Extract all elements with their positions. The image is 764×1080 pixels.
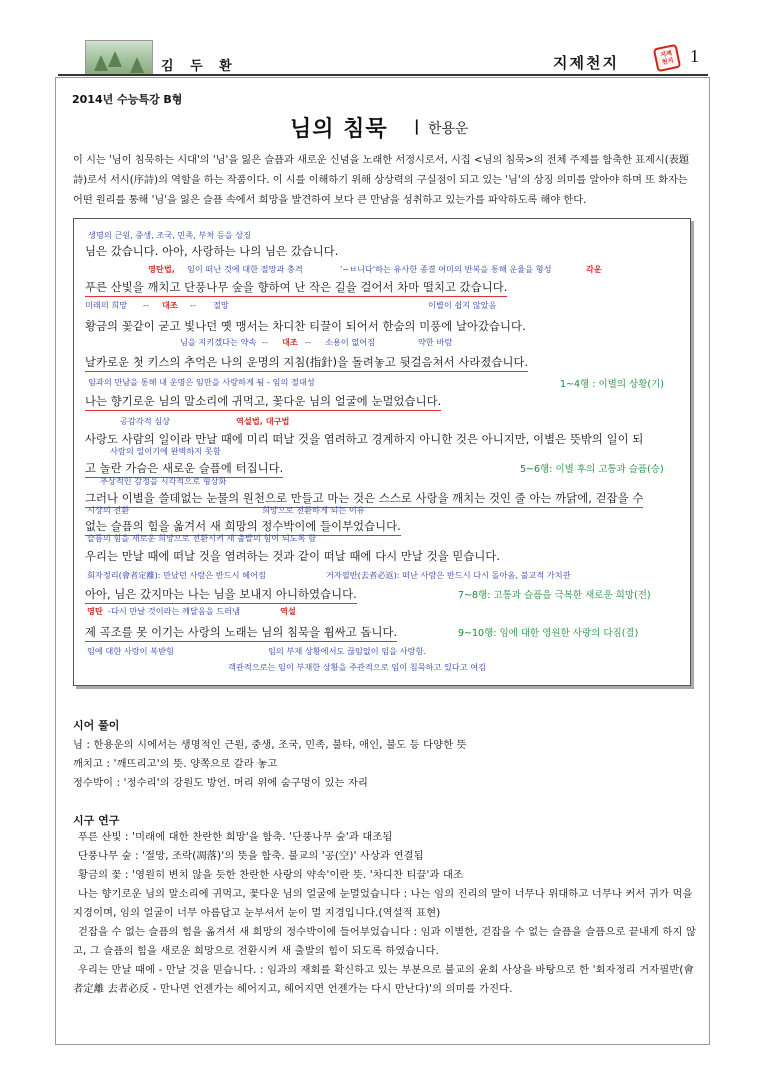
annotation: 거자필반(去者必返): 떠난 사람은 반드시 다시 돌아옴, 불교적 가치관: [326, 570, 571, 580]
annotation: 임과의 만남을 통해 내 운명은 임만을 사랑하게 됨 - 임의 절대성: [88, 377, 315, 387]
annotation: 대조: [162, 300, 178, 310]
annotation: 역설: [280, 606, 296, 616]
annotation: 시상의 전환: [87, 505, 130, 515]
section-label: 9~10행: 임에 대한 영원한 사랑의 다짐(결): [458, 628, 639, 639]
annotation: 이별이 쉽지 않았음: [428, 300, 497, 310]
header-brand: 지제천지: [553, 54, 619, 72]
annotation: 추상적인 감정을 시각적으로 형상화: [100, 476, 227, 486]
section-label: 5~6행: 이별 후의 고통과 슬픔(승): [520, 464, 664, 475]
stamp-text: 지제천지: [659, 49, 675, 66]
poem-line-5: 나는 향기로운 님의 말소리에 귀먹고, 꽃다운 님의 얼굴에 눈멀었습니다.: [85, 393, 441, 411]
header-rule: [58, 74, 708, 76]
section-label: 1~4행 : 이별의 상황(기): [560, 379, 664, 390]
annotation: 절망: [213, 300, 229, 310]
glossary-title: 시어 풀이: [73, 719, 120, 732]
annotation: 소용이 없어짐: [325, 337, 376, 347]
study-item: 황금의 꽃 : '영원히 변치 않을 듯한 찬란한 사랑의 약속'이란 뜻. '차디찬 티끌'과 대조: [78, 870, 464, 881]
annotation: 역설법, 대구법: [236, 416, 290, 426]
poem-line-3: 황금의 꽃같이 굳고 빛나던 옛 맹서는 차디찬 티끌이 되어서 한숨의 미풍에 날아갔습니다.: [85, 320, 526, 333]
study-item: 우리는 만날 때에 - 만날 것을 믿습니다. : 임과의 재회를 확신하고 있는 부분으로 불교의 윤회 사상을 바탕으로 한 '회자정리 거자필반(會者定離 去者必反 - 만나면 언젠가는 헤어지고, 헤어지면 언젠가는 다시 만난다)'의 의미를 가진다.: [73, 965, 694, 995]
annotation: -다시 만날 것이라는 깨달음을 드러냄: [108, 606, 241, 616]
annotation: '~ㅂ니다'하는 유사한 종결 어미의 반복을 통해 운율을 형성: [340, 264, 552, 274]
annotation: 님을 지키겠다는 약속: [180, 337, 257, 347]
annotation: --: [262, 337, 268, 347]
study-title: 시구 연구: [73, 814, 120, 827]
annotation: 공감각적 심상: [120, 416, 171, 426]
poem-line-1: 님은 갔습니다. 아아, 사랑하는 나의 님은 갔습니다.: [85, 245, 339, 258]
poem-line-2: 푸른 산빛을 깨치고 단풍나무 숲을 향하여 난 작은 길을 걸어서 차마 떨치고 갔습니다.: [85, 279, 507, 297]
page-number: 1: [690, 46, 699, 66]
annotation: 미래의 희망: [85, 300, 128, 310]
annotation: 각운: [586, 264, 602, 274]
annotation: 대조: [282, 337, 298, 347]
annotation: 희망으로 전환하게 되는 이유: [262, 505, 365, 515]
annotation: --: [143, 300, 149, 310]
poem-line-6: 사랑도 사람의 일이라 만날 때에 미리 떠날 것을 염려하고 경계하지 아니한 것은 아니지만, 이별은 뜻밖의 일이 되: [85, 433, 644, 446]
poem-line-7: 고 놀란 가슴은 새로운 슬픔에 터집니다.: [85, 460, 283, 478]
glossary-item: 님 : 한용운의 시에서는 생명적인 근원, 중생, 조국, 민족, 불타, 애인, 불도 등 다양한 뜻: [73, 740, 467, 751]
annotation: 임의 부재 상황에서도 끊임없이 임을 사랑함.: [268, 646, 426, 656]
poem-line-9: 없는 슬픔의 힘을 옮겨서 새 희망의 정수박이에 들이부었습니다.: [85, 518, 401, 536]
intro-paragraph: 이 시는 '님이 침묵하는 시대'의 '님'을 잃은 슬픔과 새로운 신념을 노래한 서정시로서, 시집 <님의 침묵>의 전체 주제를 함축한 표제시(表題詩)로서 서시(序詩)의 역할을 하는 작품이다. 이 시를 이해하기 위해 상상력의 구실점이 되고 있는 '님'의 상징 의미를 알아야 하며 또 화자는 어떤 원리를 통해 '님'을 잃은 슬픔 속에서 희망을 발견하여 보다 큰 만남을 성취하고 있는가를 파악하도록 해야 한다.: [73, 155, 690, 206]
red-seal-stamp: [653, 44, 681, 72]
exam-tag: 2014년 수능특강 B형: [72, 93, 183, 106]
glossary-item: 정수박이 : '정수리'의 강원도 방언. 머리 위에 숨구멍이 있는 자리: [73, 778, 369, 789]
study-item: 푸른 산빛 : '미래에 대한 찬란한 희망'을 함축. '단풍나무 숲'과 대조됨: [78, 832, 393, 843]
poem-author: 한용운: [428, 121, 469, 137]
poem-line-10: 우리는 만날 때에 떠날 것을 염려하는 것과 같이 떠날 때에 다시 만날 것을 믿습니다.: [85, 550, 501, 563]
annotation: 객관적으로는 임이 부재한 상황을 주관적으로 임이 침묵하고 있다고 여김: [228, 662, 487, 672]
annotation: 약한 바람: [418, 337, 453, 347]
title-separator: |: [414, 117, 420, 135]
annotation: 영탄법,: [148, 264, 175, 274]
study-item: 나는 향기로운 님의 말소리에 귀먹고, 꽃다운 님의 얼굴에 눈멀었습니다 : 나는 임의 진리의 말이 너무나 위대하고 너무나 커서 귀가 먹을 지경이며, 임의 얼굴이 너무 아름답고 눈부셔서 눈이 멀 지경입니다.(역설적 표현): [73, 889, 693, 919]
annotation: 임이 떠난 것에 대한 절망과 충격: [187, 264, 303, 274]
poem-title: 님의 침묵: [290, 117, 388, 142]
annotation: 생명의 근원, 중생, 조국, 민족, 부처 등을 상징: [88, 230, 252, 240]
annotation: 사람의 일이기에 완벽하지 못함: [110, 446, 221, 456]
annotation: 영탄: [87, 606, 103, 616]
poem-line-4: 날카로운 첫 키스의 추억은 나의 운명의 지침(指針)을 돌려놓고 뒷걸음쳐서 사라졌습니다.: [85, 354, 528, 372]
annotation: 임에 대한 사랑이 복받힘: [87, 646, 174, 656]
annotation: --: [305, 337, 311, 347]
poem-line-8: 그러나 이별을 쓸데없는 눈물의 원천으로 만들고 마는 것은 스스로 사랑을 깨치는 것인 줄 아는 까닭에, 걷잡을 수: [85, 490, 643, 508]
glossary-item: 깨치고 : '깨뜨리고'의 뜻. 양쪽으로 갈라 놓고: [73, 759, 278, 770]
annotation: 회자정리(會者定離): 만났던 사람은 반드시 헤어짐: [87, 570, 266, 580]
annotation: 슬픔의 힘을 새로운 희망으로 전환시켜 새 출발의 힘이 되도록 함: [87, 533, 317, 543]
study-item: 걷잡을 수 없는 슬픔의 힘을 옮겨서 새 희망의 정수박이에 들어부었습니다 : 임과 이별한, 걷잡을 수 없는 슬픔을 슬픔으로 끝내게 하지 않고, 그 슬픔의 힘을 새로운 희망으로 전환시켜 새 출발의 힘이 되도록 하였습니다.: [73, 927, 697, 957]
page-header: [58, 28, 708, 73]
header-author: 김 두 환: [161, 59, 238, 74]
header-landscape-photo: [85, 40, 153, 76]
study-item: 단풍나무 숲 : '절망, 조락(凋落)'의 뜻을 함축. 불교의 '공(空)' 사상과 연결됨: [78, 851, 424, 862]
annotation: --: [190, 300, 196, 310]
poem-line-12: 제 곡조를 못 이기는 사랑의 노래는 님의 침묵을 휩싸고 돕니다.: [85, 624, 397, 642]
section-label: 7~8행: 고통과 슬픔을 극복한 새로운 희망(전): [458, 590, 651, 601]
poem-line-11: 아아, 님은 갔지마는 나는 님을 보내지 아니하였습니다.: [85, 586, 357, 604]
